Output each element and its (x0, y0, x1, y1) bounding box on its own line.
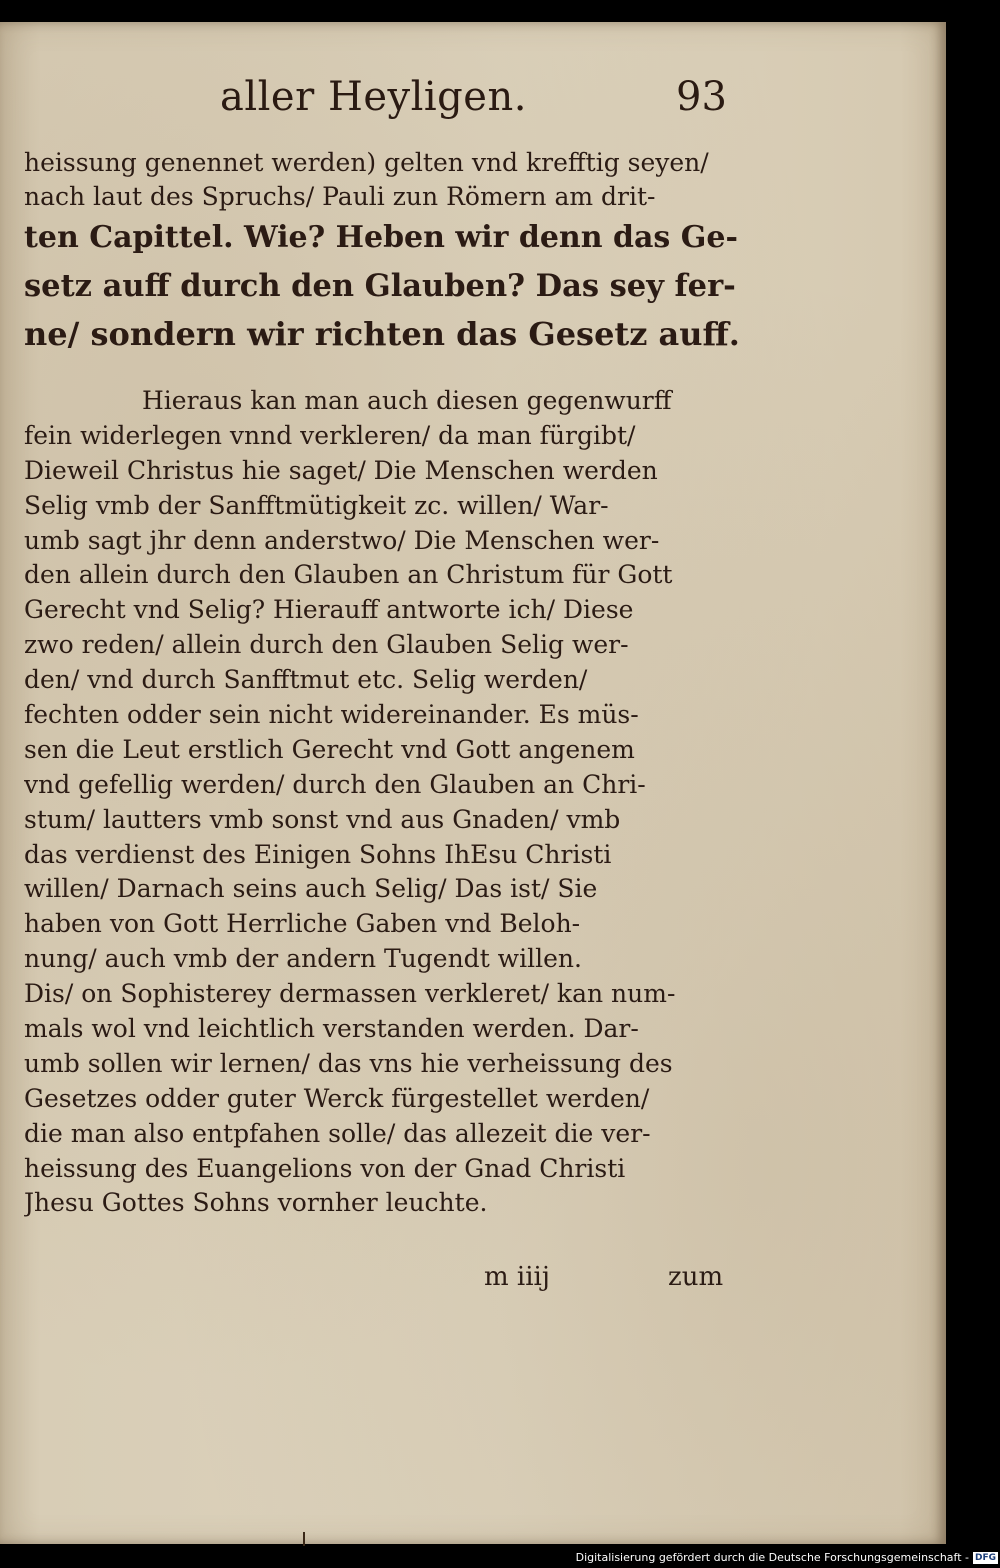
body-line: umb sollen wir lernen/ das vns hie verheissung des (24, 1048, 673, 1078)
body-line: den/ vnd durch Sanfftmut etc. Selig werden/ (24, 665, 588, 695)
body-line: mals wol vnd leichtlich verstanden werden. Dar- (24, 1014, 639, 1044)
body-line: fein widerlegen vnnd verkleren/ da man fürgibt/ (24, 420, 636, 450)
body-line: Jhesu Gottes Sohns vornher leuchte. (24, 1188, 488, 1218)
body-line: zwo reden/ allein durch den Glauben Selig wer- (24, 630, 629, 660)
body-line: umb sagt jhr denn anderstwo/ Die Menschen wer- (24, 525, 660, 555)
body-line: nung/ auch vmb der andern Tugendt willen. (24, 944, 582, 974)
body-line: Hieraus kan man auch diesen gegenwurff (142, 386, 672, 415)
quote-line: setz auff durch den Glauben? Das sey fer- (24, 268, 736, 304)
body-line: das verdienst des Einigen Sohns IhEsu Christi (24, 839, 612, 869)
digitization-footer (0, 1548, 1000, 1568)
page-header (0, 68, 946, 128)
running-head: aller Heyligen. (220, 74, 527, 120)
body-line: Selig vmb der Sanfftmütigkeit zc. willen/ War- (24, 490, 609, 520)
book-page (0, 22, 946, 1544)
body-line: sen die Leut erstlich Gerecht vnd Gott angenem (24, 734, 635, 764)
quote-line: heissung genennet werden) gelten vnd krefftig seyen/ (24, 148, 709, 177)
body-line: Gesetzes odder guter Werck fürgestellet werden/ (24, 1083, 650, 1113)
body-line: fechten odder sein nicht widereinander. Es müs- (24, 700, 639, 730)
body-line: Dieweil Christus hie saget/ Die Menschen werden (24, 455, 658, 485)
body-paragraph (24, 384, 744, 1221)
body-line: die man also entpfahen solle/ das allezeit die ver- (24, 1118, 651, 1148)
page-number: 93 (676, 74, 727, 120)
body-line: stum/ lautters vmb sonst vnd aus Gnaden/ vmb (24, 804, 621, 834)
body-line: Dis/ on Sophisterey dermassen verkleret/ kan num- (24, 979, 676, 1009)
body-line: haben von Gott Herrliche Gaben vnd Beloh- (24, 909, 581, 939)
signature-mark: m iiij (484, 1262, 550, 1292)
body-line: heissung des Euangelions von der Gnad Christi (24, 1153, 626, 1183)
footer-text: Digitalisierung gefördert durch die Deutsche Forschungsgemeinschaft - (575, 1551, 969, 1564)
quote-paragraph (24, 146, 744, 358)
quote-line: nach laut des Spruchs/ Pauli zun Römern am drit- (24, 182, 656, 211)
ink-speck (303, 1532, 305, 1546)
body-line: den allein durch den Glauben an Christum für Gott (24, 560, 673, 590)
quote-line: ten Capittel. Wie? Heben wir denn das Ge- (24, 220, 738, 255)
page-signature-line (0, 1262, 946, 1302)
body-line: Gerecht vnd Selig? Hierauff antworte ich/ Diese (24, 595, 634, 625)
body-line: vnd gefellig werden/ durch den Glauben an Chri- (24, 769, 646, 799)
body-line: willen/ Darnach seins auch Selig/ Das ist/ Sie (24, 874, 598, 904)
quote-line: ne/ sondern wir richten das Gesetz auff. (24, 315, 740, 353)
dfg-logo-icon: DFG (974, 1553, 996, 1563)
catchword: zum (668, 1262, 724, 1292)
